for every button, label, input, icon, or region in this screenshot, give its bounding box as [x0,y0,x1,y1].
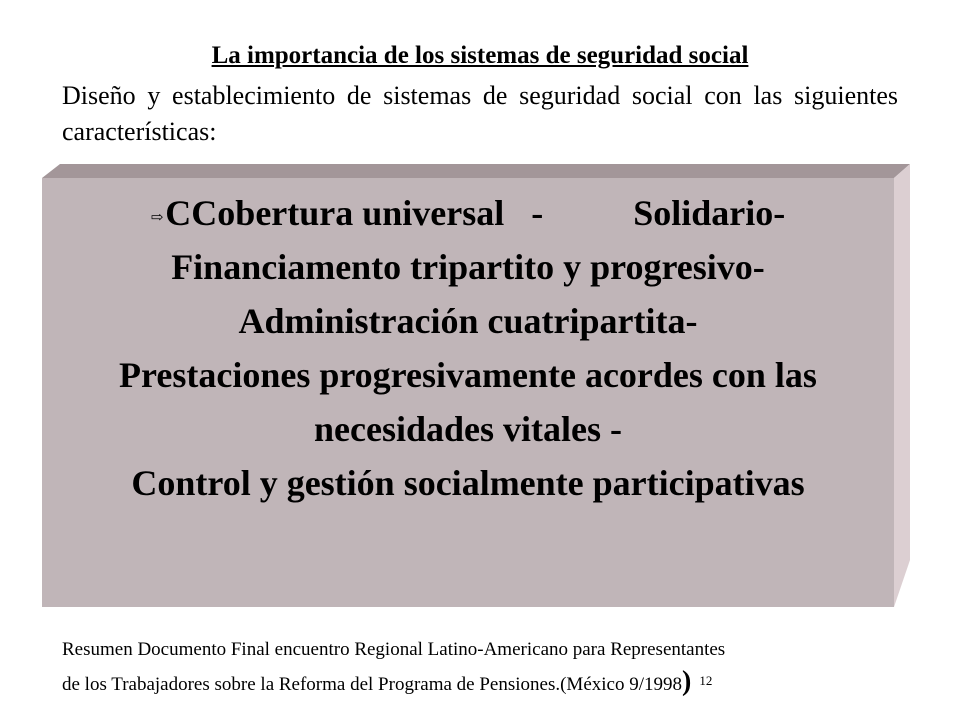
box-line-2: Financiamento tripartito y progresivo- [171,247,765,287]
slide-title: La importancia de los sistemas de seguridad social [211,42,749,69]
box-line-5: necesidades vitales - [314,409,622,449]
box-line-1 [42,186,894,240]
footer-citation [62,632,922,702]
box-side-bevel [894,164,910,607]
intro-text: Diseño y establecimiento de sistemas de seguridad social con las siguientes características: [62,81,898,146]
box-line-3: Administración cuatripartita- [238,301,698,341]
footer-line-2-text: de los Trabajadores sobre la Reforma del Programa de Pensiones.(México 9/1998 [62,674,683,695]
box-line-6: Control y gestión socialmente participativas [131,463,805,503]
arrow-right-icon: ⇨ [150,210,164,227]
box-line-1-text: CCobertura universal - Solidario- [165,193,786,233]
closing-paren: ) [682,666,692,697]
footer-line-2 [62,667,922,702]
footer-line-1: Resumen Documento Final encuentro Regional Latino-Americano para Representantes [62,639,726,660]
box-top-bevel [42,164,910,178]
box-text [42,186,894,510]
box-line-4: Prestaciones progresivamente acordes con las [119,355,817,395]
page-number: 12 [699,673,713,688]
